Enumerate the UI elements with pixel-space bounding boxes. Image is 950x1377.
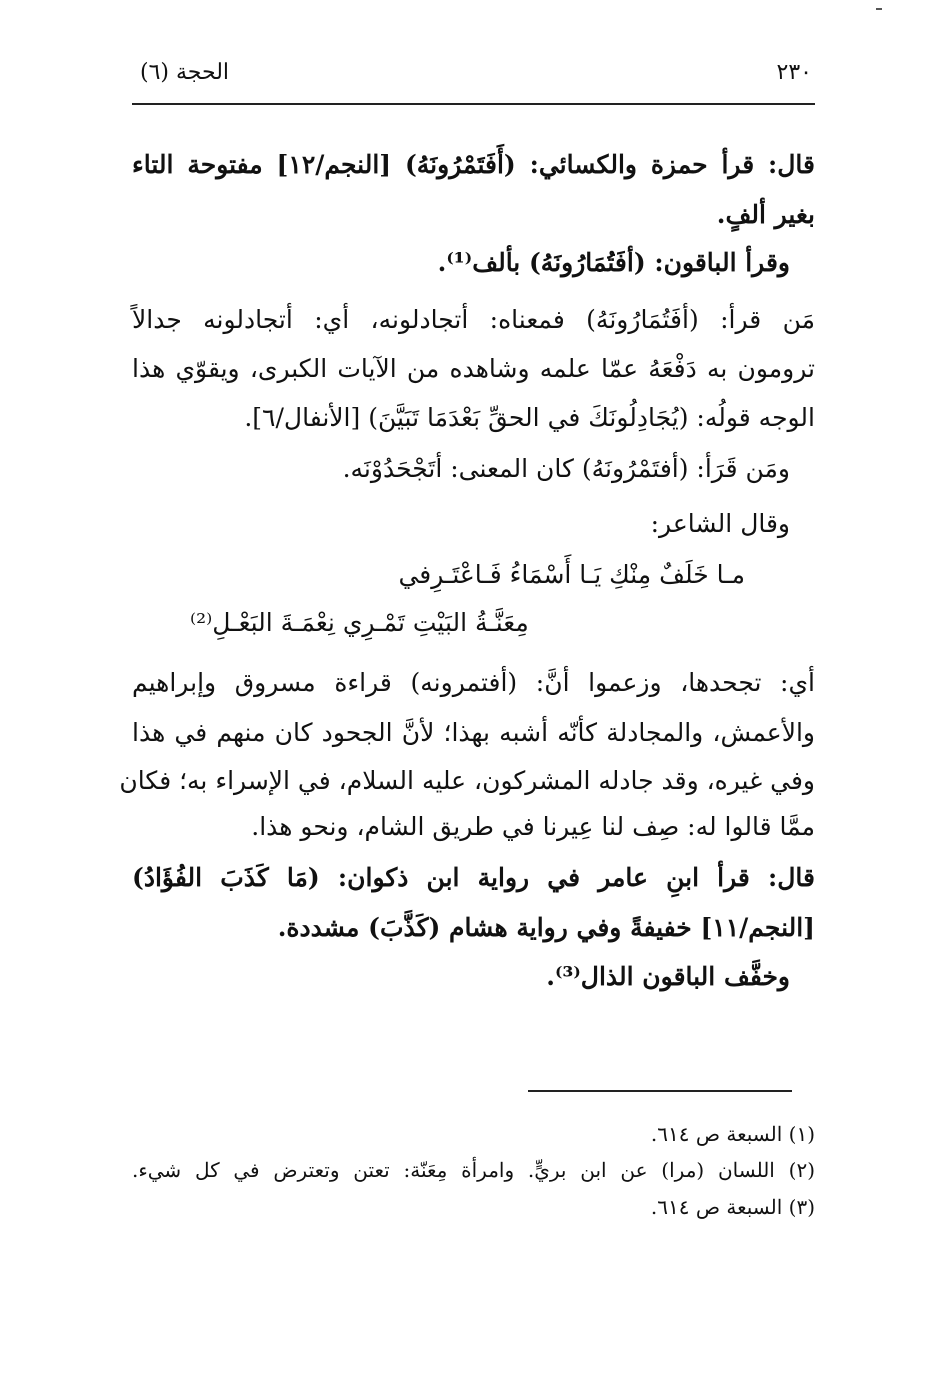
paragraph-8: وخفَّف الباقون الذال⁽³⁾. xyxy=(546,962,790,991)
paragraph-3-line-1: مَن قرأ: (أفَتُمَارُونَهُ) فمعناه: أتجادلونه، أي: أتجادلونه جدالاً xyxy=(132,305,815,334)
scan-mark xyxy=(876,8,882,10)
paragraph-6-line-1: أي: تجحدها، وزعموا أنَّ: (أفتمرونه) قراءة مسروق وإبراهيم xyxy=(132,668,815,697)
running-title: الحجة (٦) xyxy=(140,60,230,85)
paragraph-1-line-2: بغير ألفٍ. xyxy=(716,200,815,229)
paragraph-1-line-1: قال: قرأ حمزة والكسائي: (أَفَتَمْرُونَهُ) [النجم/١٢] مفتوحة التاء xyxy=(132,150,815,179)
paragraph-6-line-4: ممَّا قالوا له: صِف لنا عِيرنا في طريق الشام، ونحو هذا. xyxy=(251,812,815,841)
verse-hemistich-1: مـا خَلَفٌ مِنْكِ يَـا أَسْمَاءُ فَـاعْتَـرِفي xyxy=(398,560,745,589)
paragraph-6-line-2: والأعمش، والمجادلة كأنّه أشبه بهذا؛ لأنَّ الجحود كان منهم في هذا xyxy=(132,718,815,747)
verse-hemistich-2: مِعَنَّـةُ البَيْتِ تَمْـرِي نِعْمَـةَ البَعْـلِ⁽²⁾ xyxy=(190,608,529,637)
paragraph-7-line-1: قال: قرأ ابنِ عامر في رواية ابن ذكوان: (مَا كَذَبَ الفُؤَادُ) xyxy=(132,863,815,892)
header-rule xyxy=(132,103,815,105)
paragraph-6-line-3: وفي غيره، وقد جادله المشركون، عليه السلام، في الإسراء به؛ فكان xyxy=(119,766,815,795)
footnote-3: (٣) السبعة ص ٦١٤. xyxy=(650,1195,815,1219)
footnote-2: (٢) اللسان (مرا) عن ابن بريٍّ. وامرأة مِعَنّة: تعتن وتعترض في كل شيء. xyxy=(132,1158,815,1182)
paragraph-4: ومَن قَرَأ: (أفتَمْرُونَهُ) كان المعنى: أتَجْحَدُوْنَه. xyxy=(342,454,790,483)
paragraph-5: وقال الشاعر: xyxy=(650,509,790,538)
paragraph-2: وقرأ الباقون: (أفَتُمَارُونَهُ) بألف⁽¹⁾. xyxy=(437,248,790,277)
paragraph-3-line-2: ترومون به دَفْعَهُ عمّا علمه وشاهده من الآيات الكبرى، ويقوّي هذا xyxy=(132,354,815,383)
footnote-1: (١) السبعة ص ٦١٤. xyxy=(650,1122,815,1146)
paragraph-3-line-3: الوجه قولُه: (يُجَادِلُونَكَ في الحقِّ بَعْدَمَا تَبَيَّنَ) [الأنفال/٦]. xyxy=(244,403,815,432)
footnote-rule xyxy=(528,1090,792,1092)
page-number: ٢٣٠ xyxy=(776,60,812,85)
paragraph-7-line-2: [النجم/١١] خفيفةً وفي رواية هشام (كَذَّبَ) مشددة. xyxy=(277,913,815,942)
